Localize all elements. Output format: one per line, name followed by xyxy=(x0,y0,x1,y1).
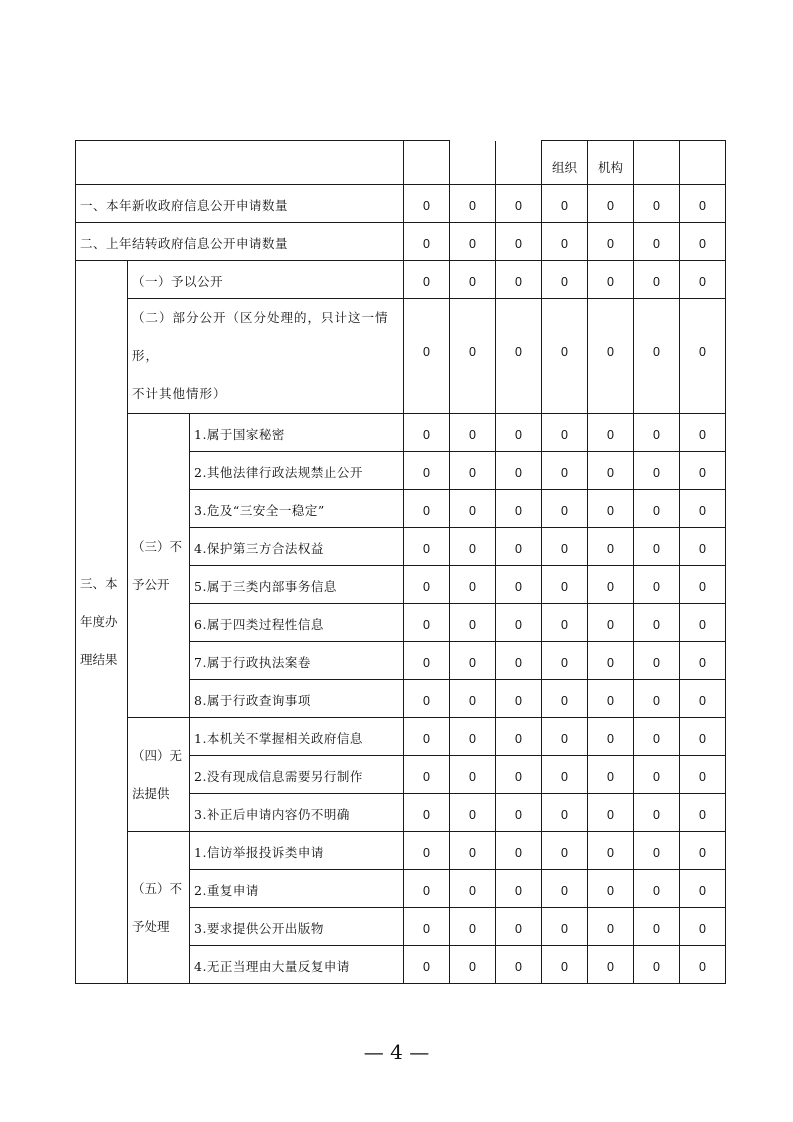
value-cell: 0 xyxy=(404,756,450,794)
table-row-disclose xyxy=(76,261,726,299)
value-cell: 0 xyxy=(542,908,588,946)
row-label: （一）予以公开 xyxy=(128,261,404,299)
value-cell: 0 xyxy=(634,223,680,261)
value-cell: 0 xyxy=(404,718,450,756)
value-cell: 0 xyxy=(680,261,726,299)
value-cell: 0 xyxy=(588,680,634,718)
value-cell: 0 xyxy=(496,566,542,604)
value-cell: 0 xyxy=(634,452,680,490)
value-cell: 0 xyxy=(450,756,496,794)
value-cell: 0 xyxy=(496,185,542,223)
row-label: 2.重复申请 xyxy=(190,870,404,908)
value-cell: 0 xyxy=(450,946,496,984)
value-cell: 0 xyxy=(404,870,450,908)
value-cell: 0 xyxy=(496,299,542,414)
value-cell: 0 xyxy=(542,642,588,680)
value-cell: 0 xyxy=(450,794,496,832)
value-cell: 0 xyxy=(404,261,450,299)
value-cell: 0 xyxy=(404,642,450,680)
value-cell: 0 xyxy=(404,566,450,604)
label-line: 予公开 xyxy=(132,576,170,592)
row-label: 6.属于四类过程性信息 xyxy=(190,604,404,642)
value-cell: 0 xyxy=(542,718,588,756)
value-cell: 0 xyxy=(404,185,450,223)
row-label: 4.无正当理由大量反复申请 xyxy=(190,946,404,984)
value-cell: 0 xyxy=(634,566,680,604)
value-cell: 0 xyxy=(450,604,496,642)
government-info-disclosure-table xyxy=(75,140,726,984)
value-cell: 0 xyxy=(634,642,680,680)
value-cell: 0 xyxy=(680,718,726,756)
row-label: 3.危及“三安全一稳定” xyxy=(190,490,404,528)
value-cell: 0 xyxy=(542,832,588,870)
value-cell: 0 xyxy=(450,680,496,718)
header-row xyxy=(76,141,726,185)
value-cell: 0 xyxy=(450,642,496,680)
table-row-not-disclose xyxy=(76,414,726,452)
row-label: 8.属于行政查询事项 xyxy=(190,680,404,718)
value-cell: 0 xyxy=(496,452,542,490)
value-cell: 0 xyxy=(680,794,726,832)
value-cell: 0 xyxy=(680,299,726,414)
row-label: 一、本年新收政府信息公开申请数量 xyxy=(76,185,404,223)
value-cell: 0 xyxy=(588,490,634,528)
table-row-unable-to-provide xyxy=(76,718,726,756)
value-cell: 0 xyxy=(542,299,588,414)
value-cell: 0 xyxy=(634,870,680,908)
not-disclose-category-label xyxy=(128,414,190,718)
value-cell: 0 xyxy=(450,452,496,490)
value-cell: 0 xyxy=(496,908,542,946)
value-cell: 0 xyxy=(542,870,588,908)
value-cell: 0 xyxy=(634,718,680,756)
value-cell: 0 xyxy=(588,185,634,223)
value-cell: 0 xyxy=(588,414,634,452)
value-cell: 0 xyxy=(542,528,588,566)
value-cell: 0 xyxy=(588,832,634,870)
value-cell: 0 xyxy=(496,642,542,680)
table-row-new-applications xyxy=(76,185,726,223)
value-cell: 0 xyxy=(404,414,450,452)
value-cell: 0 xyxy=(450,299,496,414)
row-label: 4.保护第三方合法权益 xyxy=(190,528,404,566)
value-cell: 0 xyxy=(588,299,634,414)
value-cell: 0 xyxy=(588,642,634,680)
value-cell: 0 xyxy=(542,680,588,718)
value-cell: 0 xyxy=(680,414,726,452)
value-cell: 0 xyxy=(404,832,450,870)
label-line: 予处理 xyxy=(132,918,170,934)
value-cell: 0 xyxy=(496,794,542,832)
value-cell: 0 xyxy=(404,490,450,528)
value-cell: 0 xyxy=(680,185,726,223)
value-cell: 0 xyxy=(634,299,680,414)
value-cell: 0 xyxy=(588,756,634,794)
value-cell: 0 xyxy=(496,414,542,452)
value-cell: 0 xyxy=(450,718,496,756)
value-cell: 0 xyxy=(588,908,634,946)
row-label: 1.本机关不掌握相关政府信息 xyxy=(190,718,404,756)
value-cell: 0 xyxy=(542,756,588,794)
table-row-not-processed xyxy=(76,832,726,870)
value-cell: 0 xyxy=(542,794,588,832)
row-label: 3.要求提供公开出版物 xyxy=(190,908,404,946)
row-label: 2.没有现成信息需要另行制作 xyxy=(190,756,404,794)
label-line: （三）不 xyxy=(132,538,183,554)
value-cell: 0 xyxy=(634,490,680,528)
value-cell: 0 xyxy=(588,452,634,490)
unable-to-provide-category-label xyxy=(128,718,190,832)
value-cell: 0 xyxy=(450,414,496,452)
page-number: — 4 — xyxy=(363,1040,430,1064)
value-cell: 0 xyxy=(634,680,680,718)
value-cell: 0 xyxy=(680,642,726,680)
value-cell: 0 xyxy=(496,718,542,756)
value-cell: 0 xyxy=(634,946,680,984)
value-cell: 0 xyxy=(450,261,496,299)
header-column-cell xyxy=(634,141,680,185)
value-cell: 0 xyxy=(680,223,726,261)
value-cell: 0 xyxy=(496,680,542,718)
value-cell: 0 xyxy=(542,185,588,223)
label-line: （二）部分公开（区分处理的，只计这一情形， xyxy=(132,310,389,363)
value-cell: 0 xyxy=(634,414,680,452)
value-cell: 0 xyxy=(496,946,542,984)
value-cell: 0 xyxy=(542,414,588,452)
value-cell: 0 xyxy=(542,452,588,490)
value-cell: 0 xyxy=(496,832,542,870)
value-cell: 0 xyxy=(588,528,634,566)
value-cell: 0 xyxy=(542,490,588,528)
value-cell: 0 xyxy=(542,566,588,604)
value-cell: 0 xyxy=(588,223,634,261)
value-cell: 0 xyxy=(634,261,680,299)
value-cell: 0 xyxy=(404,908,450,946)
label-line: （四）无 xyxy=(132,747,183,763)
value-cell: 0 xyxy=(496,223,542,261)
value-cell: 0 xyxy=(634,185,680,223)
value-cell: 0 xyxy=(680,680,726,718)
label-line: 理结果 xyxy=(80,652,118,667)
value-cell: 0 xyxy=(680,528,726,566)
row-label: 5.属于三类内部事务信息 xyxy=(190,566,404,604)
header-column-cell xyxy=(680,141,726,185)
value-cell: 0 xyxy=(680,490,726,528)
value-cell: 0 xyxy=(680,756,726,794)
value-cell: 0 xyxy=(680,870,726,908)
value-cell: 0 xyxy=(450,185,496,223)
value-cell: 0 xyxy=(680,452,726,490)
value-cell: 0 xyxy=(404,223,450,261)
value-cell: 0 xyxy=(450,870,496,908)
label-line: 法提供 xyxy=(132,785,170,801)
value-cell: 0 xyxy=(496,528,542,566)
value-cell: 0 xyxy=(634,794,680,832)
value-cell: 0 xyxy=(634,908,680,946)
value-cell: 0 xyxy=(404,794,450,832)
value-cell: 0 xyxy=(496,604,542,642)
value-cell: 0 xyxy=(404,946,450,984)
value-cell: 0 xyxy=(588,718,634,756)
value-cell: 0 xyxy=(680,566,726,604)
value-cell: 0 xyxy=(588,946,634,984)
value-cell: 0 xyxy=(496,756,542,794)
value-cell: 0 xyxy=(404,299,450,414)
not-processed-category-label xyxy=(128,832,190,984)
row-label: 2.其他法律行政法规禁止公开 xyxy=(190,452,404,490)
value-cell: 0 xyxy=(404,680,450,718)
value-cell: 0 xyxy=(588,604,634,642)
label-line: 年度办 xyxy=(80,614,118,629)
value-cell: 0 xyxy=(450,490,496,528)
row-label xyxy=(128,299,404,414)
value-cell: 0 xyxy=(588,261,634,299)
value-cell: 0 xyxy=(634,604,680,642)
value-cell: 0 xyxy=(634,756,680,794)
row-label: 3.补正后申请内容仍不明确 xyxy=(190,794,404,832)
value-cell: 0 xyxy=(450,223,496,261)
value-cell: 0 xyxy=(588,566,634,604)
label-line: （五）不 xyxy=(132,880,183,896)
row-label: 1.信访举报投诉类申请 xyxy=(190,832,404,870)
header-column-cell xyxy=(496,141,542,185)
value-cell: 0 xyxy=(680,604,726,642)
value-cell: 0 xyxy=(634,832,680,870)
value-cell: 0 xyxy=(496,261,542,299)
value-cell: 0 xyxy=(542,261,588,299)
value-cell: 0 xyxy=(588,870,634,908)
header-column-cell xyxy=(450,141,496,185)
header-column-cell: 组织 xyxy=(542,141,588,185)
value-cell: 0 xyxy=(588,794,634,832)
value-cell: 0 xyxy=(404,528,450,566)
value-cell: 0 xyxy=(496,490,542,528)
value-cell: 0 xyxy=(496,870,542,908)
row-label: 7.属于行政执法案卷 xyxy=(190,642,404,680)
value-cell: 0 xyxy=(680,908,726,946)
value-cell: 0 xyxy=(404,452,450,490)
header-column-cell: 机构 xyxy=(588,141,634,185)
value-cell: 0 xyxy=(542,946,588,984)
table-row-partial-disclose xyxy=(76,299,726,414)
value-cell: 0 xyxy=(542,223,588,261)
label-line: 三、本 xyxy=(80,576,118,591)
value-cell: 0 xyxy=(450,832,496,870)
row-label: 1.属于国家秘密 xyxy=(190,414,404,452)
value-cell: 0 xyxy=(680,946,726,984)
value-cell: 0 xyxy=(450,566,496,604)
row-label: 二、上年结转政府信息公开申请数量 xyxy=(76,223,404,261)
value-cell: 0 xyxy=(450,908,496,946)
label-line: 不计其他情形） xyxy=(132,386,227,401)
table-row-carried-over xyxy=(76,223,726,261)
value-cell: 0 xyxy=(404,604,450,642)
value-cell: 0 xyxy=(634,528,680,566)
header-column-cell xyxy=(404,141,450,185)
value-cell: 0 xyxy=(450,528,496,566)
value-cell: 0 xyxy=(542,604,588,642)
header-label-cell xyxy=(76,141,404,185)
section3-label xyxy=(76,261,128,984)
value-cell: 0 xyxy=(680,832,726,870)
